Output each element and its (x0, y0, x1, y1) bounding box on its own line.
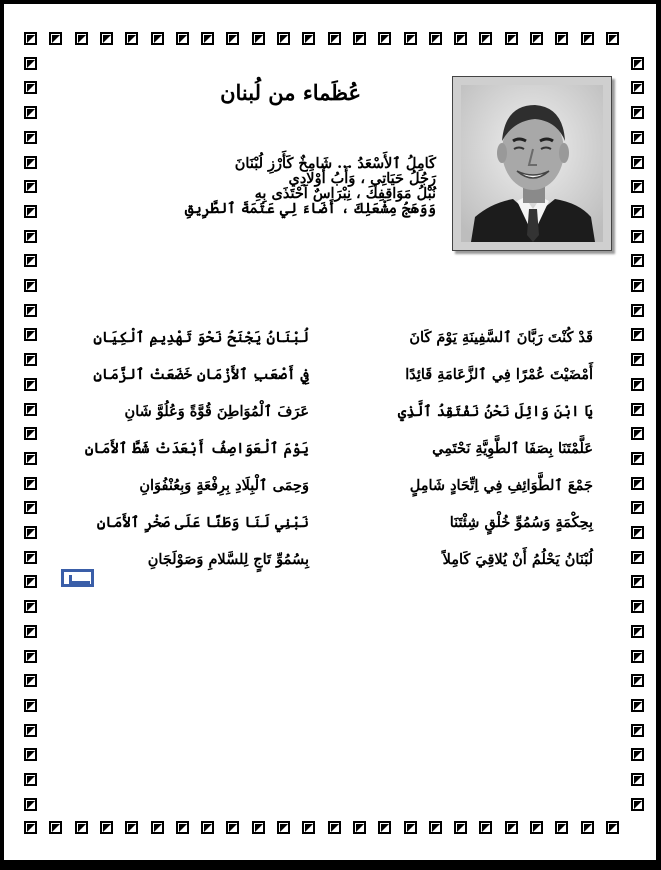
dedication-text (185, 156, 436, 216)
square-tile-icon (555, 821, 568, 834)
square-tile-icon (631, 674, 644, 687)
square-tile-icon (24, 57, 37, 70)
square-tile-icon (24, 156, 37, 169)
square-tile-icon (201, 32, 214, 45)
verse-hemistich: عَلَّمْتَنَا بِصَفَا ٱلطَّوِيَّةِ نَحْتَمِي (432, 440, 593, 457)
square-tile-icon (530, 821, 543, 834)
square-tile-icon (75, 32, 88, 45)
dedication-line: كَامِلُ ٱلأَسْعَدُ ... شَامِخٌ كَأَرْزِ لُبْنَانَ (234, 155, 436, 172)
square-tile-icon (631, 205, 644, 218)
square-tile-icon (530, 32, 543, 45)
square-tile-icon (631, 526, 644, 539)
square-tile-icon (631, 106, 644, 119)
square-tile-icon (631, 501, 644, 514)
square-tile-icon (631, 279, 644, 292)
square-tile-icon (24, 773, 37, 786)
square-tile-icon (581, 821, 594, 834)
square-tile-icon (24, 477, 37, 490)
square-tile-icon (353, 32, 366, 45)
square-tile-icon (24, 650, 37, 663)
square-tile-icon (404, 821, 417, 834)
square-tile-icon (631, 57, 644, 70)
square-tile-icon (378, 32, 391, 45)
square-tile-icon (201, 821, 214, 834)
square-tile-icon (328, 821, 341, 834)
square-tile-icon (631, 378, 644, 391)
square-tile-icon (454, 32, 467, 45)
square-tile-icon (631, 81, 644, 94)
square-tile-icon (24, 724, 37, 737)
square-tile-icon (24, 526, 37, 539)
verse-hemistich: يَا ابْنَ وَائِلَ نَحْنُ نَفْتَقِدُ ٱلَّذِي (397, 403, 593, 420)
square-tile-icon (631, 328, 644, 341)
square-tile-icon (75, 821, 88, 834)
square-tile-icon (226, 821, 239, 834)
verse-hemistich: بِحِكْمَةٍ وَسُمُوِّ خُلْقٍ شِئْتَنَا (449, 514, 593, 531)
square-tile-icon (24, 501, 37, 514)
square-tile-icon (24, 205, 37, 218)
square-tile-icon (479, 821, 492, 834)
square-tile-icon (631, 254, 644, 267)
square-tile-icon (24, 452, 37, 465)
square-tile-icon (176, 821, 189, 834)
square-tile-icon (505, 821, 518, 834)
square-tile-icon (378, 821, 391, 834)
portrait-photo-icon (461, 85, 603, 242)
poem-title: عُظَماء من لُبنان (220, 80, 361, 105)
square-tile-icon (505, 32, 518, 45)
square-tile-icon (24, 304, 37, 317)
square-tile-icon (454, 821, 467, 834)
square-tile-icon (125, 32, 138, 45)
square-tile-icon (606, 821, 619, 834)
square-tile-icon (24, 106, 37, 119)
square-tile-icon (631, 699, 644, 712)
square-tile-icon (631, 304, 644, 317)
square-tile-icon (24, 674, 37, 687)
verse-hemistich: فِي أَصْعَبِ ٱلأَزْمَانِ خَضَعَتْ ٱلزَّمَانِ (93, 366, 309, 383)
square-tile-icon (125, 821, 138, 834)
verse-hemistich: نَبْنِي لَنَا وَطَنًا عَلَى صَخْرِ ٱلأَمَانِ (96, 514, 309, 531)
end-of-poem-icon (61, 569, 94, 587)
square-tile-icon (24, 699, 37, 712)
verse-hemistich: لُبْنَانُ يَجْنَحُ نَحْوَ تَهْدِيمِ ٱلْكِيَانِ (93, 329, 309, 346)
portrait-photo-frame (452, 76, 612, 251)
square-tile-icon (555, 32, 568, 45)
square-tile-icon (24, 353, 37, 366)
square-tile-icon (24, 378, 37, 391)
square-tile-icon (631, 180, 644, 193)
square-tile-icon (631, 575, 644, 588)
square-tile-icon (277, 32, 290, 45)
verse-hemistich: عَرَفَ ٱلْمُوَاطِنَ قُوَّةً وَعُلُوَّ شَانِ (124, 403, 309, 420)
square-tile-icon (631, 131, 644, 144)
square-tile-icon (631, 650, 644, 663)
square-tile-icon (631, 625, 644, 638)
square-tile-icon (631, 551, 644, 564)
square-tile-icon (252, 32, 265, 45)
square-tile-icon (404, 32, 417, 45)
square-tile-icon (24, 403, 37, 416)
square-tile-icon (176, 32, 189, 45)
verse-column-second-hemistich (85, 328, 309, 587)
square-tile-icon (24, 821, 37, 834)
square-tile-icon (24, 798, 37, 811)
square-tile-icon (100, 821, 113, 834)
square-tile-icon (429, 32, 442, 45)
square-tile-icon (24, 230, 37, 243)
square-tile-icon (429, 821, 442, 834)
square-tile-icon (24, 180, 37, 193)
square-tile-icon (24, 575, 37, 588)
square-tile-icon (631, 798, 644, 811)
square-tile-icon (151, 32, 164, 45)
square-tile-icon (631, 773, 644, 786)
square-tile-icon (49, 32, 62, 45)
square-tile-icon (24, 81, 37, 94)
square-tile-icon (631, 600, 644, 613)
verse-hemistich: قَدْ كُنْتَ رَبَّانَ ٱلسَّفِينَةِ يَوْمَ كَانَ (409, 329, 593, 346)
square-tile-icon (302, 32, 315, 45)
square-tile-icon (226, 32, 239, 45)
square-tile-icon (24, 625, 37, 638)
dedication-line: رَجُلُ حَيَاتِي ، وَأَبُ أَوْلادِي (288, 170, 436, 187)
square-tile-icon (24, 427, 37, 440)
square-tile-icon (631, 748, 644, 761)
square-tile-icon (479, 32, 492, 45)
square-tile-icon (631, 156, 644, 169)
square-tile-icon (24, 748, 37, 761)
square-tile-icon (252, 821, 265, 834)
square-tile-icon (24, 328, 37, 341)
square-tile-icon (24, 131, 37, 144)
verse-column-first-hemistich (398, 328, 593, 587)
verse-hemistich: بِسُمُوِّ تَاجٍ لِلسَّلامِ وَصَوْلَجَانِ (147, 551, 309, 568)
verse-hemistich: يَوْمَ ٱلْعَوَاصِفُ أَبْعَدَتْ شَطَّ ٱلأَمَانِ (84, 440, 309, 457)
verse-hemistich: جَمْعَ ٱلطَّوَائِفِ فِي اِتِّحَادٍ شَامِلٍ (409, 477, 593, 494)
verse-hemistich: وَحِمَى ٱلْبِلَادِ بِرِفْعَةٍ وَبِعُنْفُوَانِ (139, 477, 309, 494)
square-tile-icon (631, 452, 644, 465)
square-tile-icon (24, 600, 37, 613)
square-tile-icon (631, 353, 644, 366)
square-tile-icon (49, 821, 62, 834)
square-tile-icon (631, 230, 644, 243)
square-tile-icon (24, 551, 37, 564)
dedication-line: وَوَهَجُ مِشْعَلِكَ ، أَضَاءَ لِي عَتَمَةَ ٱلطَّرِيقِ (184, 200, 436, 217)
square-tile-icon (353, 821, 366, 834)
square-tile-icon (631, 477, 644, 490)
square-tile-icon (151, 821, 164, 834)
square-tile-icon (606, 32, 619, 45)
dedication-line: نُبْلُ مَوَاقِفِكَ ، نِبْرَاسٌ اَحْتَذَى بِهِ (254, 185, 436, 202)
square-tile-icon (631, 724, 644, 737)
square-tile-icon (302, 821, 315, 834)
square-tile-icon (631, 403, 644, 416)
square-tile-icon (631, 427, 644, 440)
square-tile-icon (24, 32, 37, 45)
verse-hemistich: لُبْنَانُ يَحْلُمُ أَنْ يُلاقِيَ كَامِلاً (442, 551, 593, 568)
square-tile-icon (24, 279, 37, 292)
square-tile-icon (100, 32, 113, 45)
square-tile-icon (277, 821, 290, 834)
square-tile-icon (24, 254, 37, 267)
square-tile-icon (328, 32, 341, 45)
verse-hemistich: أَمْضَيْتَ عُمْرًا فِي ٱلزَّعَامَةِ قَائِدًا (405, 366, 593, 383)
square-tile-icon (581, 32, 594, 45)
